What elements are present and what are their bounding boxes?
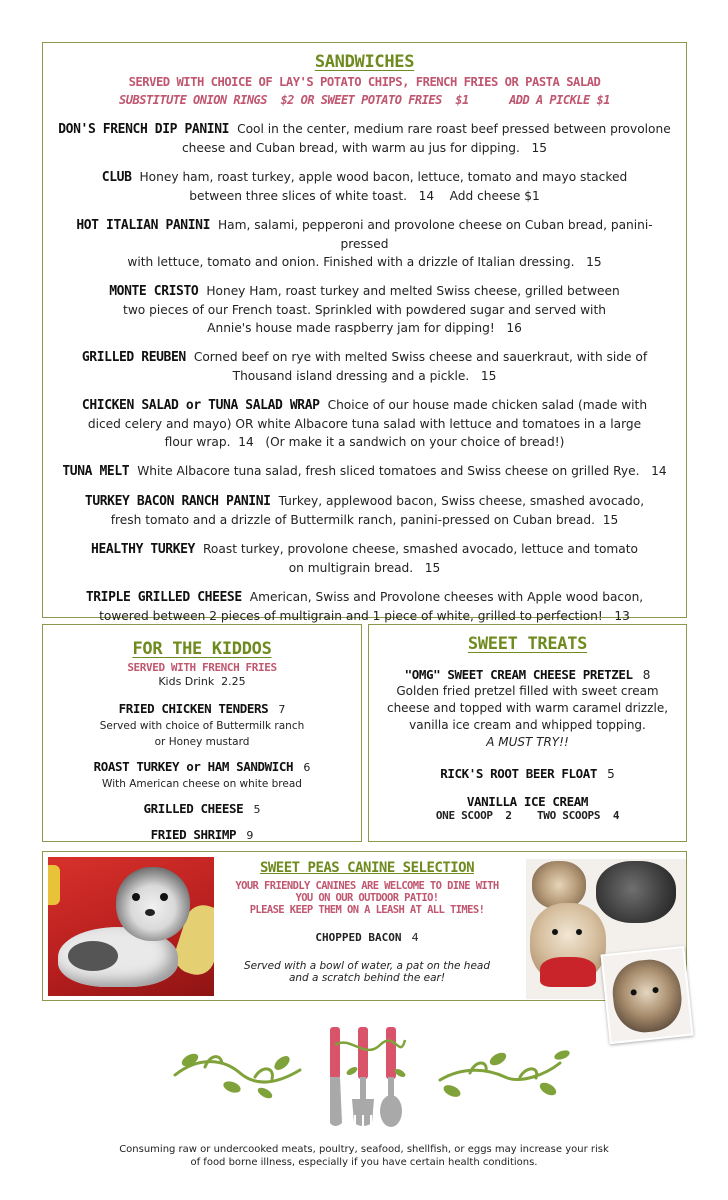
item-name: DON'S FRENCH DIP PANINI <box>58 122 230 137</box>
menu-item <box>53 282 676 337</box>
kids-item <box>43 756 361 792</box>
menu-item <box>53 588 676 625</box>
treat-item <box>369 664 686 751</box>
canine-line: YOUR FRIENDLY CANINES ARE WELCOME TO DINE WITH <box>235 880 499 892</box>
item-description: fresh tomato and a drizzle of Buttermilk ranch, panini-pressed on Cuban bread. 15 <box>110 513 619 527</box>
item-name: GRILLED REUBEN <box>81 350 186 365</box>
item-name: CLUB <box>101 170 132 185</box>
item-name: GRILLED CHEESE <box>143 801 244 816</box>
item-description: cheese and Cuban bread, with warm au jus for dipping. 15 <box>181 141 548 155</box>
item-name: CHOPPED BACON <box>315 931 402 944</box>
item-description: Cool in the center, medium rare roast beef pressed between provolone <box>237 122 671 136</box>
footer-disclaimer <box>0 1143 728 1169</box>
item-prices: ONE SCOOP 2 TWO SCOOPS 4 <box>435 809 620 822</box>
item-description: vanilla ice cream and whipped topping. <box>409 718 646 732</box>
item-description: Ham, salami, pepperoni and provolone cheese on Cuban bread, panini-pressed <box>218 218 653 251</box>
canine-text <box>221 852 513 984</box>
footer-line: Consuming raw or undercooked meats, poultry, seafood, shellfish, or eggs may increase your risk <box>119 1144 609 1155</box>
item-name: ROAST TURKEY or HAM SANDWICH <box>93 759 294 774</box>
item-description: Annie's house made raspberry jam for dipping! 16 <box>207 321 522 335</box>
item-name: CHICKEN SALAD or TUNA SALAD WRAP <box>81 398 320 413</box>
vine-right-icon <box>440 1063 560 1080</box>
treats-section <box>368 624 687 842</box>
item-name: HOT ITALIAN PANINI <box>76 218 211 233</box>
canine-note: Served with a bowl of water, a pat on the head <box>243 960 491 972</box>
item-description: towered between 2 pieces of multigrain and 1 piece of white, grilled to perfection! 13 <box>99 609 630 623</box>
canine-line: PLEASE KEEP THEM ON A LEASH AT ALL TIMES! <box>249 904 485 916</box>
sandwiches-subtitle: SERVED WITH CHOICE OF LAY'S POTATO CHIPS, FRENCH FRIES OR PASTA SALAD <box>128 75 601 89</box>
canine-title: SWEET PEAS CANINE SELECTION <box>259 860 475 876</box>
item-description: Served with choice of Buttermilk ranch <box>99 720 305 732</box>
item-description: Golden fried pretzel filled with sweet cream <box>396 684 659 698</box>
sandwiches-title: SANDWICHES <box>314 52 415 72</box>
menu-item <box>53 120 676 157</box>
item-price: 5 <box>607 767 615 781</box>
item-description: with lettuce, tomato and onion. Finished with a drizzle of Italian dressing. 15 <box>127 255 602 269</box>
dog-photo-left <box>48 857 214 996</box>
item-description: With American cheese on white bread <box>102 778 302 790</box>
fork-icon <box>352 1027 374 1127</box>
item-description: diced celery and mayo) OR white Albacore tuna salad with lettuce and tomatoes in a large <box>87 417 642 431</box>
item-description: or Honey mustard <box>154 736 250 748</box>
kids-item <box>43 798 361 818</box>
item-name: MONTE CRISTO <box>109 284 199 299</box>
item-price: 5 <box>253 803 261 816</box>
item-name: FRIED SHRIMP <box>150 827 237 842</box>
item-description: Choice of our house made chicken salad (made with <box>327 398 648 412</box>
item-name: FRIED CHICKEN TENDERS <box>118 701 269 716</box>
item-name: TUNA MELT <box>62 464 130 479</box>
sandwiches-substitute: SUBSTITUTE ONION RINGS $2 OR SWEET POTATO FRIES $1 ADD A PICKLE $1 <box>119 93 610 107</box>
item-description: Corned beef on rye with melted Swiss cheese and sauerkraut, with side of <box>193 350 648 364</box>
menu-item <box>53 540 676 577</box>
item-description: Roast turkey, provolone cheese, smashed avocado, lettuce and tomato <box>203 542 638 556</box>
kids-item <box>43 698 361 750</box>
kids-drink: Kids Drink 2.25 <box>158 675 246 688</box>
menu-item <box>53 492 676 529</box>
treat-item <box>369 763 686 782</box>
item-description: Turkey, applewood bacon, Swiss cheese, smashed avocado, <box>278 494 645 508</box>
treats-title: SWEET TREATS <box>467 634 588 654</box>
kiddos-title: FOR THE KIDDOS <box>132 639 272 659</box>
canine-note: and a scratch behind the ear! <box>288 972 446 984</box>
item-description: two pieces of our French toast. Sprinkled with powdered sugar and served with <box>123 303 606 317</box>
item-description: Honey Ham, roast turkey and melted Swiss cheese, grilled between <box>206 284 620 298</box>
item-price: 7 <box>278 703 286 716</box>
menu-item <box>53 396 676 451</box>
footer-line: of food borne illness, especially if you have certain health conditions. <box>190 1157 538 1168</box>
item-name: TRIPLE GRILLED CHEESE <box>85 590 242 605</box>
kids-item <box>43 824 361 844</box>
item-description: between three slices of white toast. 14 Add cheese $1 <box>189 189 540 203</box>
item-callout: A MUST TRY!! <box>486 735 569 749</box>
item-name: VANILLA ICE CREAM <box>466 794 589 809</box>
item-name: TURKEY BACON RANCH PANINI <box>84 494 271 509</box>
item-description: Thousand island dressing and a pickle. 15 <box>232 369 497 383</box>
item-price: 9 <box>246 829 254 842</box>
canine-line: YOU ON OUR OUTDOOR PATIO! <box>295 892 439 904</box>
menu-item <box>53 216 676 271</box>
item-description: Honey ham, roast turkey, apple wood bacon, lettuce, tomato and mayo stacked <box>139 170 628 184</box>
item-description: on multigrain bread. 15 <box>288 561 441 575</box>
item-description: White Albacore tuna salad, fresh sliced tomatoes and Swiss cheese on grilled Rye. 14 <box>137 464 667 478</box>
item-description: cheese and topped with warm caramel drizzle, <box>386 701 669 715</box>
item-name: HEALTHY TURKEY <box>91 542 195 557</box>
menu-item <box>53 168 676 205</box>
kiddos-subtitle: SERVED WITH FRENCH FRIES <box>127 661 277 674</box>
sandwiches-section <box>42 42 687 623</box>
item-price: 4 <box>411 931 419 944</box>
kiddos-section <box>42 624 362 842</box>
item-description: American, Swiss and Provolone cheeses with Apple wood bacon, <box>249 590 644 604</box>
canine-item <box>221 926 513 946</box>
item-price: 8 <box>642 668 651 682</box>
item-name: "OMG" SWEET CREAM CHEESE PRETZEL <box>404 667 633 682</box>
menu-item <box>53 462 676 481</box>
utensils-vine-decoration <box>0 1015 728 1135</box>
item-price: 6 <box>303 761 311 774</box>
treat-item <box>369 794 686 822</box>
item-name: RICK'S ROOT BEER FLOAT <box>440 766 597 781</box>
item-description: flour wrap. 14 (Or make it a sandwich on your choice of bread!) <box>164 435 565 449</box>
menu-item <box>53 348 676 385</box>
